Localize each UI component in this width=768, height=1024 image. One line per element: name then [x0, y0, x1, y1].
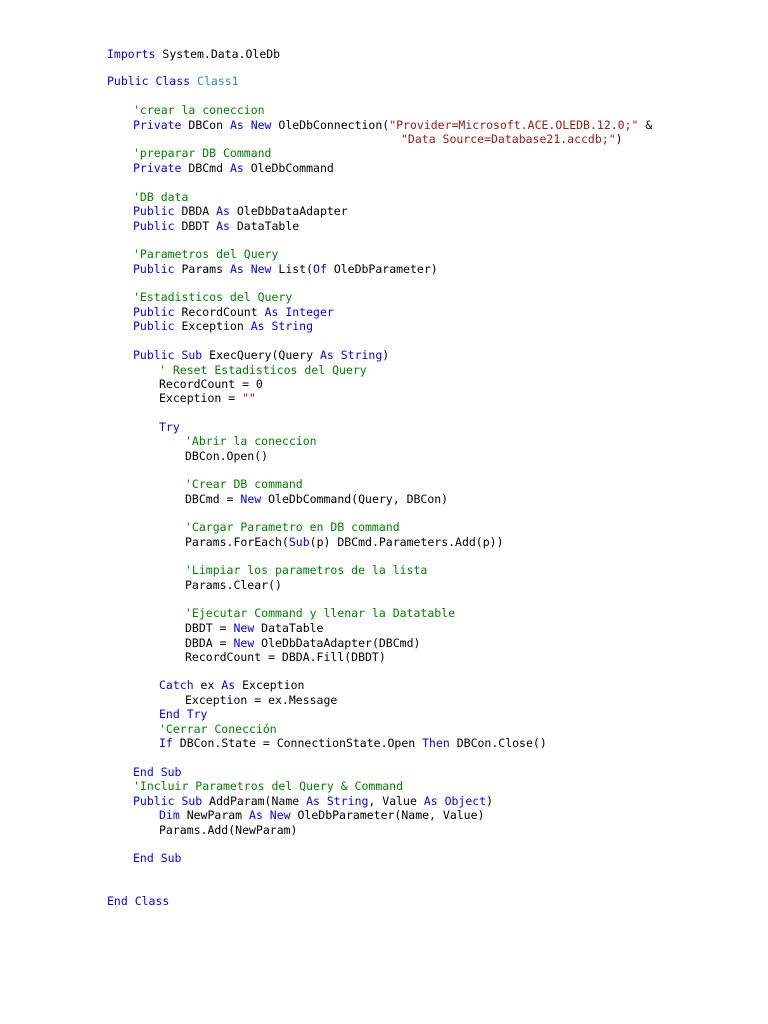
- code-line: [185, 535, 504, 550]
- code-token: 'Cerrar Conección: [159, 722, 277, 736]
- code-token: Private: [133, 118, 182, 132]
- code-token: OleDbCommand: [243, 161, 334, 175]
- code-line: [133, 190, 188, 205]
- code-line: [133, 305, 334, 320]
- code-token: Public: [133, 319, 175, 333]
- code-token: 'crear la coneccion: [133, 103, 265, 117]
- code-token: Params.Clear(): [185, 578, 282, 592]
- code-token: Params: [174, 262, 230, 276]
- code-line: [185, 650, 386, 665]
- code-line: [185, 563, 427, 578]
- code-token: "": [242, 391, 256, 405]
- code-token: OleDbParameter(Name, Value): [290, 808, 485, 822]
- code-line: [185, 434, 317, 449]
- code-line: [185, 578, 282, 593]
- code-line: [185, 693, 337, 708]
- code-line: [159, 391, 256, 406]
- code-line: [185, 606, 455, 621]
- code-token: As Object: [423, 794, 487, 808]
- code-token: Exception = ex.Message: [185, 693, 338, 707]
- code-token: As: [221, 678, 236, 692]
- code-token: As String: [319, 348, 383, 362]
- code-token: Dim: [159, 808, 180, 822]
- code-token: End Sub: [133, 765, 182, 779]
- code-token: DBDT =: [185, 621, 234, 635]
- code-line: [185, 449, 268, 464]
- code-token: [190, 74, 197, 88]
- code-line: [133, 146, 271, 161]
- code-token: System.Data.OleDb: [155, 47, 281, 61]
- code-token: Public: [133, 262, 175, 276]
- code-line: [107, 47, 280, 62]
- code-token: NewParam: [179, 808, 250, 822]
- code-token: New: [233, 636, 255, 650]
- code-line: [133, 262, 438, 277]
- code-token: DBCmd =: [185, 492, 241, 506]
- code-token: Params.Add(NewParam): [159, 823, 298, 837]
- code-line: [133, 204, 348, 219]
- code-token: As New: [229, 262, 272, 276]
- code-token: As: [229, 161, 244, 175]
- code-line: [159, 420, 180, 435]
- code-token: OleDbConnection(: [271, 118, 390, 132]
- code-line: [185, 621, 324, 636]
- code-token: Sub: [288, 535, 310, 549]
- code-token: DBDA: [174, 204, 217, 218]
- code-line: [159, 707, 207, 722]
- code-token: OleDbCommand(Query, DBCon): [261, 492, 449, 506]
- code-token: 'Ejecutar Command y llenar la Datatable: [185, 606, 456, 620]
- code-token: Public Sub: [133, 794, 203, 808]
- code-token: , Value: [368, 794, 424, 808]
- code-line: [185, 636, 420, 651]
- code-line: [159, 823, 297, 838]
- code-line: [133, 290, 292, 305]
- code-token: &: [638, 118, 653, 132]
- code-token: Try: [159, 420, 180, 434]
- code-token: (p) DBCmd.Parameters.Add(p)): [309, 535, 504, 549]
- code-token: 'Crear DB command: [185, 477, 303, 491]
- code-token: Exception =: [159, 391, 243, 405]
- code-token: Public Class: [107, 74, 191, 88]
- code-line: [133, 103, 265, 118]
- code-line: [159, 722, 277, 737]
- code-token: "Provider=Microsoft.ACE.OLEDB.12.0;": [389, 118, 639, 132]
- code-line: [159, 377, 263, 392]
- code-line: [401, 132, 623, 147]
- code-token: RecordCount: [174, 305, 265, 319]
- code-token: New: [233, 621, 255, 635]
- code-token: 'Abrir la coneccion: [185, 434, 317, 448]
- code-line: [133, 247, 278, 262]
- code-token: Imports: [107, 47, 156, 61]
- code-token: DataTable: [254, 621, 324, 635]
- code-token: RecordCount = 0: [159, 377, 263, 391]
- code-line: [133, 118, 652, 133]
- code-token: 'Incluir Parametros del Query & Command: [133, 779, 404, 793]
- code-token: Public Sub: [133, 348, 203, 362]
- code-token: List(: [271, 262, 314, 276]
- code-token: End Try: [159, 707, 208, 721]
- code-token: 'Estadisticos del Query: [133, 290, 293, 304]
- code-token: ): [615, 132, 623, 146]
- code-token: ExecQuery(Query: [202, 348, 320, 362]
- code-token: Of: [313, 262, 327, 276]
- code-line: [133, 779, 403, 794]
- code-token: ' Reset Estadisticos del Query: [159, 363, 367, 377]
- code-line: [159, 678, 304, 693]
- code-token: As String: [250, 319, 314, 333]
- code-token: New: [240, 492, 262, 506]
- code-token: 'preparar DB Command: [133, 146, 272, 160]
- code-token: AddParam(Name: [202, 794, 307, 808]
- code-token: 'Cargar Parametro en DB command: [185, 520, 400, 534]
- code-line: [107, 894, 169, 909]
- code-line: [185, 520, 400, 535]
- code-line: [159, 808, 484, 823]
- code-line: [133, 219, 299, 234]
- code-token: "Data Source=Database21.accdb;": [401, 132, 616, 146]
- code-token: DBCon.Open(): [185, 449, 269, 463]
- code-token: OleDbDataAdapter(DBCmd): [254, 636, 421, 650]
- code-token: End Class: [107, 894, 170, 908]
- code-token: Public: [133, 305, 175, 319]
- code-token: DBCon: [181, 118, 230, 132]
- code-token: Exception: [174, 319, 251, 333]
- code-token: Params.ForEach(: [185, 535, 289, 549]
- code-line: [133, 765, 181, 780]
- code-token: ): [486, 794, 494, 808]
- code-line: [133, 161, 334, 176]
- code-token: ex: [193, 678, 222, 692]
- code-token: Public: [133, 219, 175, 233]
- code-token: As New: [249, 808, 291, 822]
- code-token: OleDbDataAdapter: [229, 204, 348, 218]
- code-token: DBDA =: [185, 636, 234, 650]
- code-token: Then: [422, 736, 450, 750]
- code-token: As: [216, 204, 230, 218]
- code-line: [185, 477, 303, 492]
- code-token: DataTable: [229, 219, 300, 233]
- code-token: Class1: [197, 74, 239, 88]
- code-line: [133, 348, 389, 363]
- code-line: [133, 794, 493, 809]
- code-token: If: [159, 736, 173, 750]
- code-token: 'Parametros del Query: [133, 247, 279, 261]
- code-token: DBCon.State = ConnectionState.Open: [172, 736, 423, 750]
- code-line: [133, 851, 181, 866]
- code-token: 'DB data: [133, 190, 189, 204]
- code-token: As String: [306, 794, 369, 808]
- code-token: As Integer: [264, 305, 334, 319]
- code-token: Private: [133, 161, 182, 175]
- code-line: [159, 363, 367, 378]
- code-token: ): [382, 348, 390, 362]
- code-token: Catch: [159, 678, 194, 692]
- code-token: DBDT: [174, 219, 217, 233]
- code-token: As: [216, 219, 230, 233]
- code-token: As New: [229, 118, 272, 132]
- code-token: End Sub: [133, 851, 182, 865]
- code-token: Public: [133, 204, 175, 218]
- code-line: [133, 319, 313, 334]
- code-token: DBCon.Close(): [449, 736, 547, 750]
- code-token: Exception: [235, 678, 305, 692]
- code-line: [107, 74, 239, 89]
- code-line: [185, 492, 448, 507]
- code-token: DBCmd: [181, 161, 230, 175]
- code-token: RecordCount = DBDA.Fill(DBDT): [185, 650, 386, 664]
- code-token: OleDbParameter): [326, 262, 438, 276]
- code-token: 'Limpiar los parametros de la lista: [185, 563, 428, 577]
- code-line: [159, 736, 547, 751]
